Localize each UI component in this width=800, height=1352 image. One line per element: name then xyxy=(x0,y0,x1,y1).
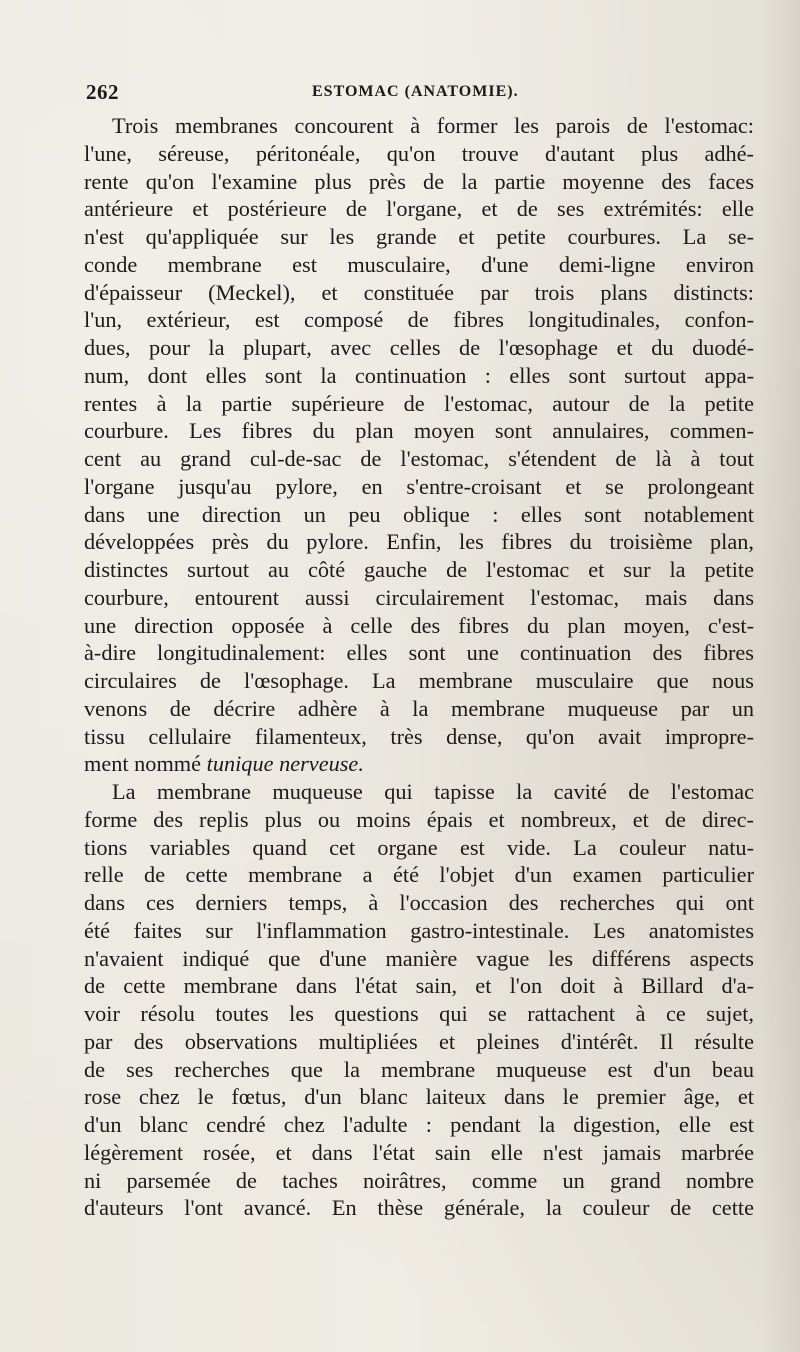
text-line: dans une direction un peu oblique : elles sont notablement xyxy=(84,501,754,527)
text-line: n'avaient indiqué que d'une manière vague les différens aspects xyxy=(84,945,754,971)
text-line: n'est qu'appliquée sur les grande et petite courbures. La se- xyxy=(84,224,754,249)
text-line: Trois membranes concourent à former les parois de l'estomac: xyxy=(112,113,754,138)
text-line: num, dont elles sont la continuation : elles sont surtout appa- xyxy=(84,362,754,388)
text-line: rentes à la partie supérieure de l'estomac, autour de la petite xyxy=(84,390,754,416)
running-head xyxy=(86,80,758,106)
text-line: l'un, extérieur, est composé de fibres longitudinales, confon- xyxy=(84,307,754,333)
text-line: ni parsemée de taches noirâtres, comme un grand nombre xyxy=(84,1167,754,1193)
text-line: à-dire longitudinalement: elles sont une continuation des fibres xyxy=(84,640,754,666)
text-line: conde membrane est musculaire, d'une demi-ligne environ xyxy=(84,251,754,277)
text-line: l'une, séreuse, péritonéale, qu'on trouve d'autant plus adhé- xyxy=(84,140,754,166)
text-line: rente qu'on l'examine plus près de la partie moyenne des faces xyxy=(84,168,754,194)
page-number: 262 xyxy=(86,80,119,104)
text-italic: tunique nerveuse. xyxy=(206,751,364,777)
text-line: développées près du pylore. Enfin, les fibres du troisième plan, xyxy=(84,529,754,555)
text-line: dues, pour la plupart, avec celles de l'œsophage et du duodé- xyxy=(84,335,754,360)
body-text xyxy=(84,112,754,1222)
text-line: d'auteurs l'ont avancé. En thèse générale, la couleur de cette xyxy=(84,1195,754,1221)
text-line: courbure. Les fibres du plan moyen sont annulaires, commen- xyxy=(84,418,754,444)
text-line: par des observations multipliées et pleines d'intérêt. Il résulte xyxy=(84,1028,754,1054)
running-title: ESTOMAC (ANATOMIE). xyxy=(312,83,519,100)
text-line: distinctes surtout au côté gauche de l'estomac et sur la petite xyxy=(84,557,754,582)
text-line: rose chez le fœtus, d'un blanc laiteux dans le premier âge, et xyxy=(84,1084,754,1110)
text-line: courbure, entourent aussi circulairement l'estomac, mais dans xyxy=(84,584,754,610)
text-line: d'un blanc cendré chez l'adulte : pendant la digestion, elle est xyxy=(84,1112,754,1137)
text-line: tions variables quand cet organe est vide. La couleur natu- xyxy=(84,834,754,860)
text-line: dans ces derniers temps, à l'occasion des recherches qui ont xyxy=(84,890,754,915)
text-line: venons de décrire adhère à la membrane muqueuse par un xyxy=(84,695,754,721)
text-plain: ment nommé xyxy=(84,751,207,777)
text-line-last xyxy=(84,750,754,778)
text-line: de ses recherches que la membrane muqueuse est d'un beau xyxy=(84,1056,754,1082)
text-line: circulaires de l'œsophage. La membrane musculaire que nous xyxy=(84,668,754,693)
text-line: forme des replis plus ou moins épais et nombreux, et de direc- xyxy=(84,806,754,832)
text-line: légèrement rosée, et dans l'état sain elle n'est jamais marbrée xyxy=(84,1139,754,1165)
text-line: cent au grand cul-de-sac de l'estomac, s'étendent de là à tout xyxy=(84,446,754,471)
page-gutter-shadow xyxy=(760,0,800,1352)
text-line: La membrane muqueuse qui tapisse la cavité de l'estomac xyxy=(112,779,754,804)
text-line: antérieure et postérieure de l'organe, et de ses extrémités: elle xyxy=(84,196,754,222)
text-line: été faites sur l'inflammation gastro-intestinale. Les anatomistes xyxy=(84,917,754,943)
text-line: une direction opposée à celle des fibres du plan moyen, c'est- xyxy=(84,612,754,638)
text-line: l'organe jusqu'au pylore, en s'entre-croisant et se prolongeant xyxy=(84,473,754,499)
text-line: de cette membrane dans l'état sain, et l'on doit à Billard d'a- xyxy=(84,973,754,999)
text-line: voir résolu toutes les questions qui se rattachent à ce sujet, xyxy=(84,1001,754,1026)
text-line: relle de cette membrane a été l'objet d'un examen particulier xyxy=(84,862,754,888)
text-line: d'épaisseur (Meckel), et constituée par trois plans distincts: xyxy=(84,279,754,305)
text-line: tissu cellulaire filamenteux, très dense, qu'on avait impropre- xyxy=(84,723,754,749)
